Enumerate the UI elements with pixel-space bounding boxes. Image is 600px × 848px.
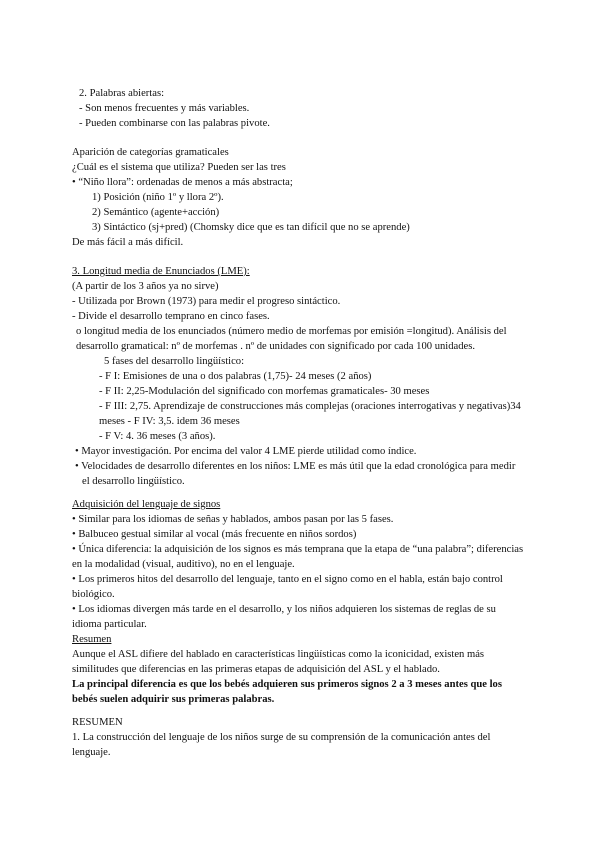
- resumen-heading: Resumen: [72, 634, 112, 645]
- categorias-closing: De más fácil a más difícil.: [72, 237, 184, 248]
- lme-phases-title: 5 fases del desarrollo lingüístico:: [104, 356, 245, 367]
- categorias-bullet: • “Niño llora”: ordenadas de menos a más abstracta;: [72, 177, 293, 188]
- lme-bullet: • Mayor investigación. Por encima del valor 4 LME pierde utilidad como índice.: [75, 446, 417, 457]
- resumen-final-heading: RESUMEN: [72, 717, 123, 728]
- categorias-heading: Aparición de categorías gramaticales: [72, 147, 229, 158]
- pivot-title: 2. Palabras abiertas:: [79, 88, 165, 99]
- resumen-text: Aunque el ASL difiere del hablado en características lingüísticas como la iconicidad, existen más similitudes que diferencias en las primeras etapas de adquisición del ASL y el hablado.: [72, 649, 485, 675]
- pivot-item: - Son menos frecuentes y más variables.: [79, 103, 250, 114]
- lme-note: (A partir de los 3 años ya no sirve): [72, 281, 219, 292]
- signos-section: [72, 497, 524, 707]
- lme-item: - Utilizada por Brown (1973) para medir el progreso sintáctico.: [72, 296, 341, 307]
- categorias-question: ¿Cuál es el sistema que utiliza? Pueden ser las tres: [72, 162, 286, 173]
- lme-definition: o longitud media de los enunciados (número medio de morfemas por emisión =longitud). Análisis del desarrollo gramatical: nº de morfemas . nº de unidades con significado por cada 100 unidades.: [76, 326, 507, 352]
- categorias-section: [72, 145, 524, 250]
- lme-item: - Divide el desarrollo temprano en cinco fases.: [72, 311, 270, 322]
- lme-phase: - F III: 2,75. Aprendizaje de construcciones más complejas (oraciones interrogativas y negativas)34 meses - F IV: 3,5. idem 36 meses: [99, 401, 521, 427]
- lme-heading: 3. Longitud media de Enunciados (LME):: [72, 266, 250, 277]
- signos-heading: Adquisición del lenguaje de signos: [72, 499, 221, 510]
- categorias-item: 2) Semántico (agente+acción): [92, 207, 220, 218]
- signos-bullet: • Los primeros hitos del desarrollo del lenguaje, tanto en el signo como en el habla, están bajo control biológico.: [72, 574, 503, 600]
- lme-bullet: • Velocidades de desarrollo diferentes en los niños: LME es más útil que la edad cronológica para medir el desarrollo lingüístico.: [75, 461, 516, 487]
- lme-phase: - F II: 2,25-Modulación del significado con morfemas gramaticales- 30 meses: [99, 386, 430, 397]
- lme-phase: - F I: Emisiones de una o dos palabras (1,75)- 24 meses (2 años): [99, 371, 372, 382]
- pivot-section: [72, 86, 524, 131]
- categorias-item: 1) Posición (niño 1º y llora 2º).: [92, 192, 224, 203]
- resumen-final-item: 1. La construcción del lenguaje de los niños surge de su comprensión de la comunicación antes del lenguaje.: [72, 732, 491, 758]
- lme-phase: - F V: 4. 36 meses (3 años).: [99, 431, 216, 442]
- signos-bullet: • Similar para los idiomas de señas y hablados, ambos pasan por las 5 fases.: [72, 514, 394, 525]
- pivot-item: - Pueden combinarse con las palabras pivote.: [79, 118, 270, 129]
- signos-bullet: • Única diferencia: la adquisición de los signos es más temprana que la etapa de “una palabra”; diferencias en la modalidad (visual, auditivo), no en el lenguaje.: [72, 544, 524, 570]
- resumen-final-section: [72, 715, 524, 760]
- signos-bullet: • Balbuceo gestual similar al vocal (más frecuente en niños sordos): [72, 529, 357, 540]
- lme-section: [72, 264, 524, 489]
- signos-bullet: • Los idiomas divergen más tarde en el desarrollo, y los niños adquieren los sistemas de reglas de su idioma particular.: [72, 604, 496, 630]
- categorias-item: 3) Sintáctico (sj+pred) (Chomsky dice que es tan difícil que no se aprende): [92, 222, 410, 233]
- resumen-bold: La principal diferencia es que los bebés adquieren sus primeros signos 2 a 3 meses antes que los bebés suelen adquirir sus primeras palabras.: [72, 679, 502, 705]
